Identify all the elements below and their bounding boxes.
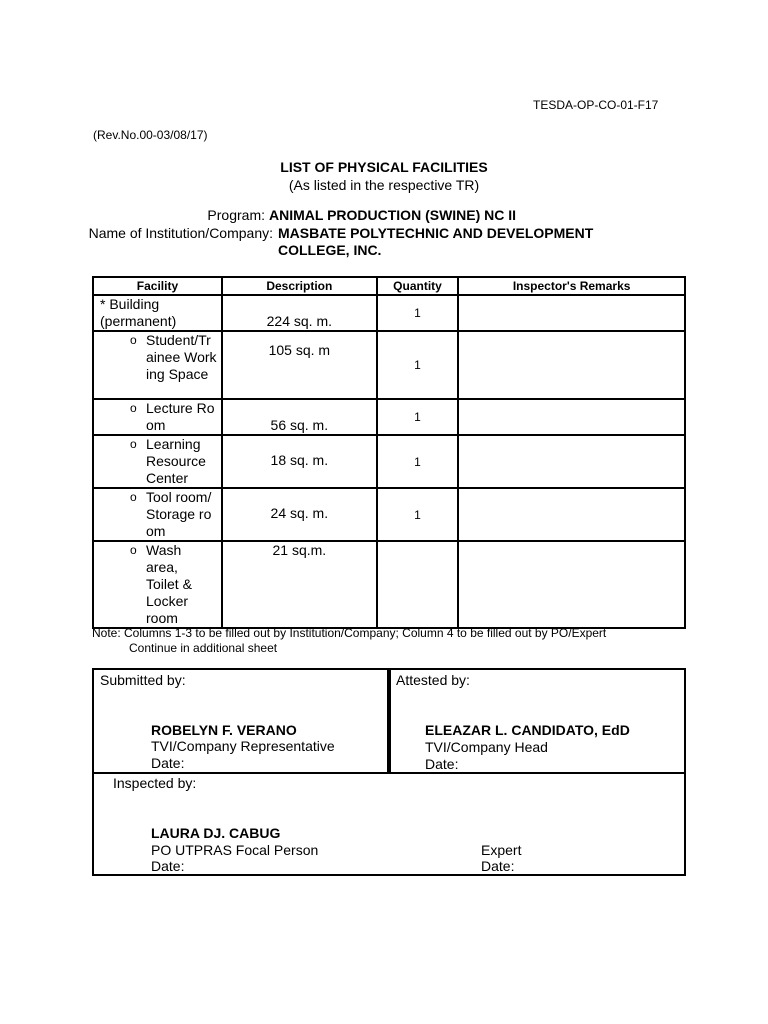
description-cell (222, 399, 377, 435)
remarks-cell (458, 295, 685, 331)
table-row (93, 295, 685, 331)
bullet-icon: o (130, 401, 137, 415)
table-row (93, 488, 685, 541)
facility-cell (93, 541, 222, 628)
document-title: LIST OF PHYSICAL FACILITIES (280, 159, 488, 175)
inspected-by-name: LAURA DJ. CABUG (151, 825, 281, 841)
remarks-cell (458, 399, 685, 435)
bullet-icon: o (130, 437, 137, 451)
remarks-cell (458, 331, 685, 399)
quantity-cell (377, 331, 459, 399)
quantity-value: 1 (414, 410, 421, 424)
description-cell (222, 488, 377, 541)
submitted-by-label: Submitted by: (100, 672, 186, 688)
inspected-by-box (92, 772, 686, 876)
description-value: 56 sq. m. (270, 417, 329, 433)
expert-role: Expert (481, 842, 522, 858)
facility-name: Wash area, Toilet & Locker room (146, 542, 192, 626)
facility-cell (93, 488, 222, 541)
remarks-cell (458, 541, 685, 628)
document-subtitle: (As listed in the respective TR) (288, 177, 480, 193)
quantity-value: 1 (414, 454, 421, 469)
bullet-icon: o (130, 490, 137, 504)
description-cell (222, 541, 377, 628)
quantity-cell (377, 435, 459, 488)
note-line-1: Note: Columns 1-3 to be filled out by Institution/Company; Column 4 to be filled out by PO/Expert (92, 626, 607, 640)
table-row (93, 435, 685, 488)
description-cell (222, 295, 377, 331)
inspected-by-label: Inspected by: (113, 775, 197, 791)
program-value: ANIMAL PRODUCTION (SWINE) NC II (269, 207, 517, 223)
expert-date: Date: (481, 858, 515, 874)
table-row (93, 541, 685, 628)
description-value: 18 sq. m. (270, 452, 329, 468)
inspected-by-role: PO UTPRAS Focal Person (151, 842, 319, 858)
program-label: Program: (207, 207, 265, 223)
remarks-cell (458, 435, 685, 488)
quantity-value: 1 (414, 306, 421, 320)
form-code: TESDA-OP-CO-01-F17 (533, 98, 659, 112)
facility-cell (93, 331, 222, 399)
facility-name: Student/Trainee Working Space (146, 332, 217, 382)
note-line-2: Continue in additional sheet (129, 641, 278, 655)
description-cell (222, 331, 377, 399)
revision-number: (Rev.No.00-03/08/17) (93, 128, 208, 142)
column-header-quantity: Quantity (377, 277, 459, 295)
institution-label: Name of Institution/Company: (88, 225, 273, 241)
quantity-cell (377, 541, 459, 628)
submitted-by-date: Date: (151, 755, 185, 771)
institution-value: MASBATE POLYTECHNIC AND DEVELOPMENT COLLEGE, INC. (278, 225, 594, 258)
quantity-value: 1 (414, 507, 421, 522)
quantity-cell (377, 399, 459, 435)
attested-by-label: Attested by: (396, 672, 470, 688)
facility-cell (93, 435, 222, 488)
bullet-icon: o (130, 543, 137, 557)
quantity-value: 1 (414, 358, 421, 372)
description-cell (222, 435, 377, 488)
column-header-facility: Facility (93, 277, 222, 295)
description-value: 105 sq. m (268, 342, 331, 358)
facility-cell (93, 295, 222, 331)
description-value: 224 sq. m. (266, 313, 333, 329)
remarks-cell (458, 488, 685, 541)
description-value: 21 sq.m. (272, 542, 327, 558)
description-value: 24 sq. m. (270, 505, 329, 521)
facility-name: Lecture Room (146, 400, 215, 433)
facility-name: Learning Resource Center (146, 436, 206, 486)
facility-cell (93, 399, 222, 435)
facility-name: * Building (permanent) (100, 296, 177, 329)
submitted-by-role: TVI/Company Representative (151, 738, 335, 754)
bullet-icon: o (130, 333, 137, 347)
submitted-by-name: ROBELYN F. VERANO (151, 722, 297, 738)
column-header-description: Description (222, 277, 377, 295)
table-row (93, 399, 685, 435)
submitted-by-box (92, 668, 389, 774)
facilities-table (92, 276, 686, 629)
attested-by-date: Date: (425, 756, 459, 772)
quantity-cell (377, 488, 459, 541)
column-header-remarks: Inspector's Remarks (458, 277, 685, 295)
facility-name: Tool room/Storage room (146, 489, 212, 539)
attested-by-box (389, 668, 686, 774)
attested-by-role: TVI/Company Head (425, 739, 548, 755)
table-header-row (93, 277, 685, 295)
inspected-by-date: Date: (151, 858, 185, 874)
quantity-cell (377, 295, 459, 331)
attested-by-name: ELEAZAR L. CANDIDATO, EdD (425, 722, 630, 738)
table-row (93, 331, 685, 399)
